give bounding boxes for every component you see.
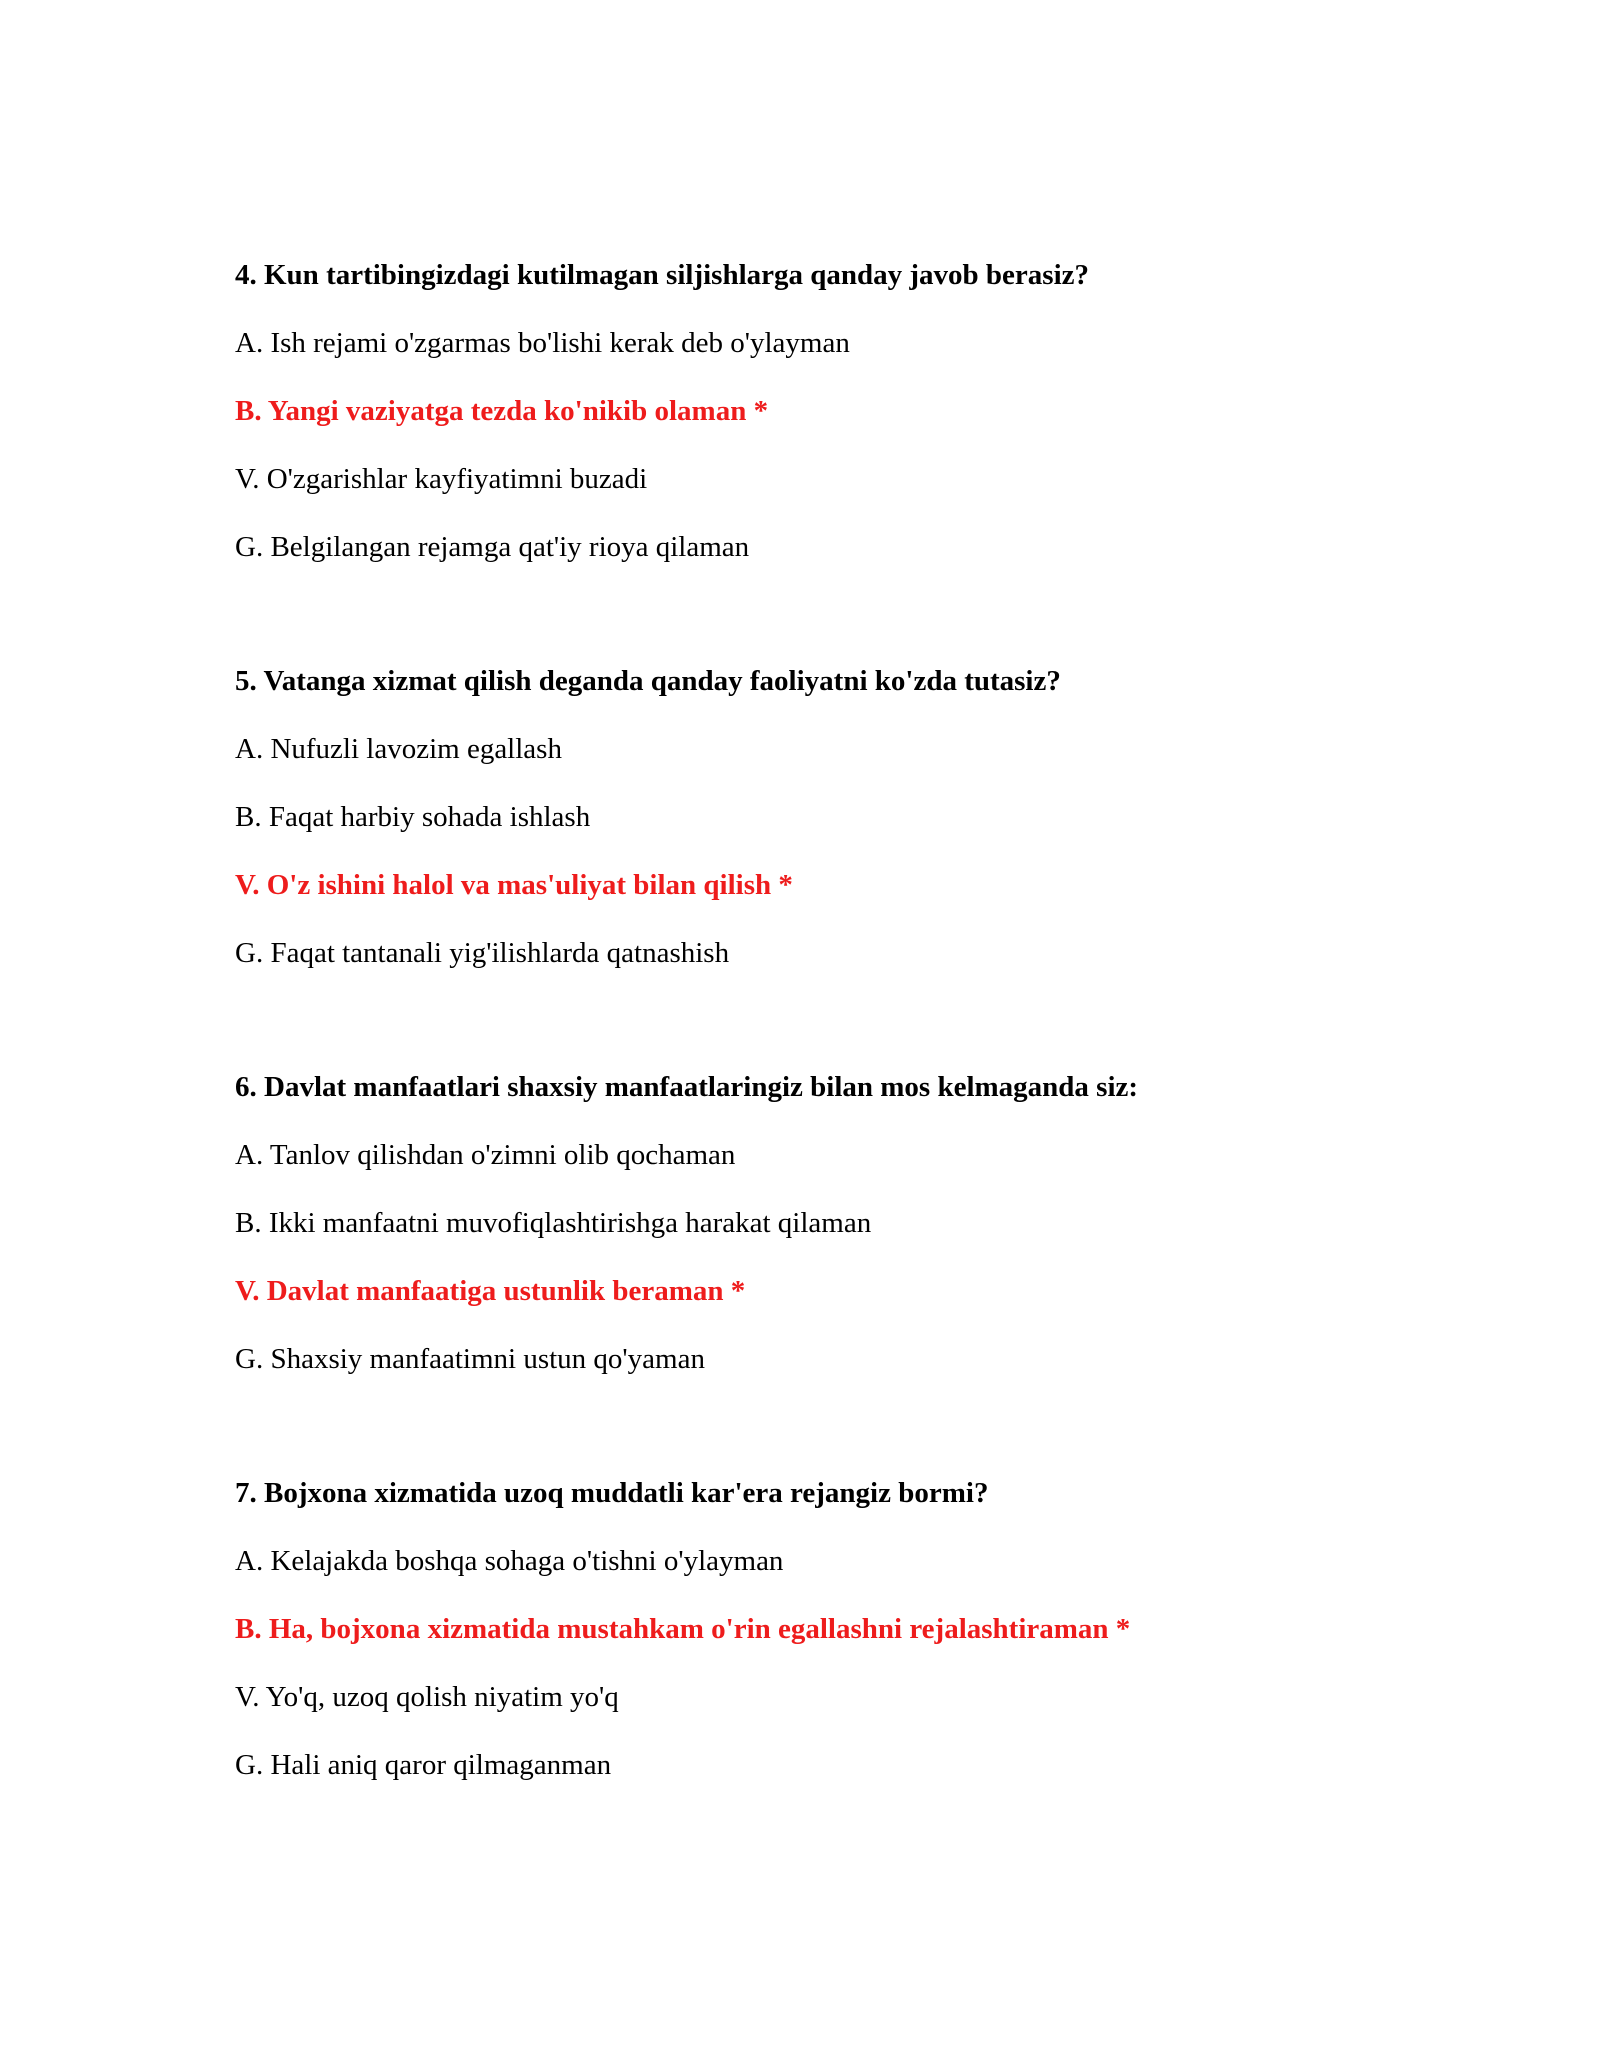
answer-option-g: G. Faqat tantanali yig'ilishlarda qatnashish bbox=[235, 937, 730, 969]
answer-option-g: G. Hali aniq qaror qilmaganman bbox=[235, 1749, 612, 1781]
answer-option-a: A. Kelajakda boshqa sohaga o'tishni o'ylayman bbox=[235, 1545, 784, 1577]
question-text: 5. Vatanga xizmat qilish deganda qanday faoliyatni ko'zda tutasiz? bbox=[235, 665, 1061, 697]
answer-option-a: A. Tanlov qilishdan o'zimni olib qochaman bbox=[235, 1139, 736, 1171]
answer-option-a: A. Ish rejami o'zgarmas bo'lishi kerak deb o'ylayman bbox=[235, 327, 850, 359]
answer-option-v: V. Yo'q, uzoq qolish niyatim yo'q bbox=[235, 1681, 619, 1713]
question-text: 7. Bojxona xizmatida uzoq muddatli kar'era rejangiz bormi? bbox=[235, 1477, 989, 1509]
answer-option-g: G. Shaxsiy manfaatimni ustun qo'yaman bbox=[235, 1343, 705, 1375]
answer-option-g: G. Belgilangan rejamga qat'iy rioya qilaman bbox=[235, 531, 750, 563]
correct-answer-option-v: V. O'z ishini halol va mas'uliyat bilan qilish * bbox=[235, 869, 793, 901]
question-text: 6. Davlat manfaatlari shaxsiy manfaatlaringiz bilan mos kelmaganda siz: bbox=[235, 1071, 1139, 1103]
correct-answer-option-v: V. Davlat manfaatiga ustunlik beraman * bbox=[235, 1275, 746, 1307]
answer-option-b: B. Ikki manfaatni muvofiqlashtirishga harakat qilaman bbox=[235, 1207, 872, 1239]
answer-option-v: V. O'zgarishlar kayfiyatimni buzadi bbox=[235, 463, 648, 495]
question-text: 4. Kun tartibingizdagi kutilmagan siljishlarga qanday javob berasiz? bbox=[235, 259, 1090, 291]
answer-option-b: B. Faqat harbiy sohada ishlash bbox=[235, 801, 591, 833]
answer-option-a: A. Nufuzli lavozim egallash bbox=[235, 733, 562, 765]
correct-answer-option-b: B. Yangi vaziyatga tezda ko'nikib olaman * bbox=[235, 395, 769, 427]
correct-answer-option-b: B. Ha, bojxona xizmatida mustahkam o'rin egallashni rejalashtiraman * bbox=[235, 1613, 1131, 1645]
